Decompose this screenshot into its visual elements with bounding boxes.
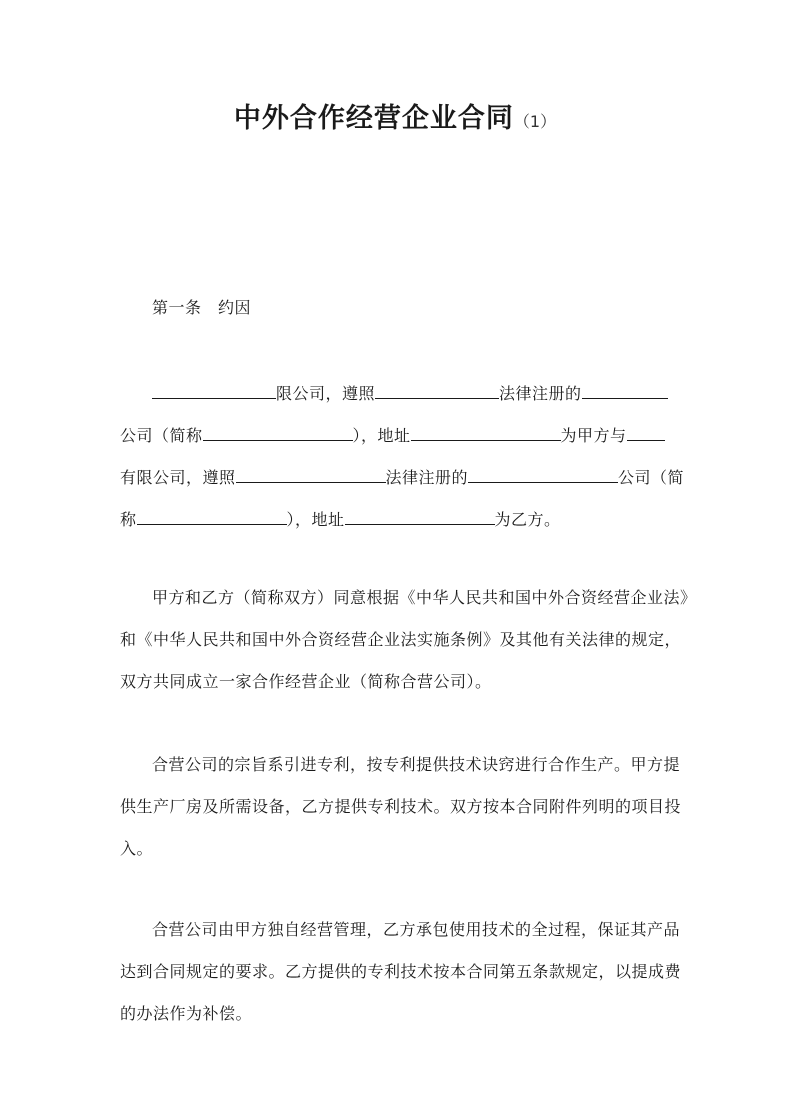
- title-suffix: （1）: [513, 112, 557, 131]
- paragraph-line: 合营公司由甲方独自经营管理，乙方承包使用技术的全过程，保证其产品: [152, 920, 681, 939]
- parties-text: 有限公司，遵照: [120, 468, 236, 487]
- parties-line-4: [120, 508, 561, 530]
- paragraph-line: 甲方和乙方（简称双方）同意根据《中华人民共和国中外合资经营企业法》: [152, 588, 697, 607]
- parties-text: 称: [120, 510, 137, 529]
- parties-text: 公司（简称: [120, 426, 203, 445]
- title-main: 中外合作经营企业合同: [233, 103, 514, 134]
- blank-field[interactable]: [137, 508, 287, 525]
- parties-text: ），地址: [286, 510, 345, 529]
- parties-text: 公司（简: [618, 468, 685, 487]
- blank-field[interactable]: [203, 424, 353, 441]
- blank-field[interactable]: [582, 382, 668, 399]
- paragraph-line: 合营公司的宗旨系引进专利，按专利提供技术诀窍进行合作生产。甲方提: [152, 755, 681, 774]
- paragraph-line: 供生产厂房及所需设备，乙方提供专利技术。双方按本合同附件列明的项目投: [120, 797, 682, 816]
- blank-field[interactable]: [627, 424, 665, 441]
- blank-field[interactable]: [152, 382, 276, 399]
- parties-text: ），地址: [352, 426, 411, 445]
- parties-line-2: [120, 424, 665, 446]
- paragraph-line: 的办法作为补偿。: [120, 1004, 253, 1023]
- parties-text: 为乙方。: [494, 510, 561, 529]
- paragraph-line: 入。: [120, 839, 154, 858]
- blank-field[interactable]: [375, 382, 499, 399]
- blank-field[interactable]: [468, 466, 618, 483]
- blank-field[interactable]: [345, 508, 495, 525]
- section-heading: 第一条 约因: [152, 298, 252, 317]
- blank-field[interactable]: [411, 424, 561, 441]
- paragraph-line: 和《中华人民共和国中外合资经营企业法实施条例》及其他有关法律的规定，: [120, 630, 682, 649]
- document-title: [0, 96, 790, 135]
- parties-line-3: [120, 466, 684, 488]
- parties-text: 为甲方与: [560, 426, 627, 445]
- parties-line-1: [152, 382, 668, 404]
- parties-text: 限公司，遵照: [276, 384, 376, 403]
- paragraph-line: 达到合同规定的要求。乙方提供的专利技术按本合同第五条款规定，以提成费: [120, 962, 682, 981]
- blank-field[interactable]: [236, 466, 386, 483]
- parties-text: 法律注册的: [385, 468, 469, 487]
- paragraph-line: 双方共同成立一家合作经营企业（简称合营公司）。: [120, 672, 492, 691]
- parties-text: 法律注册的: [499, 384, 582, 403]
